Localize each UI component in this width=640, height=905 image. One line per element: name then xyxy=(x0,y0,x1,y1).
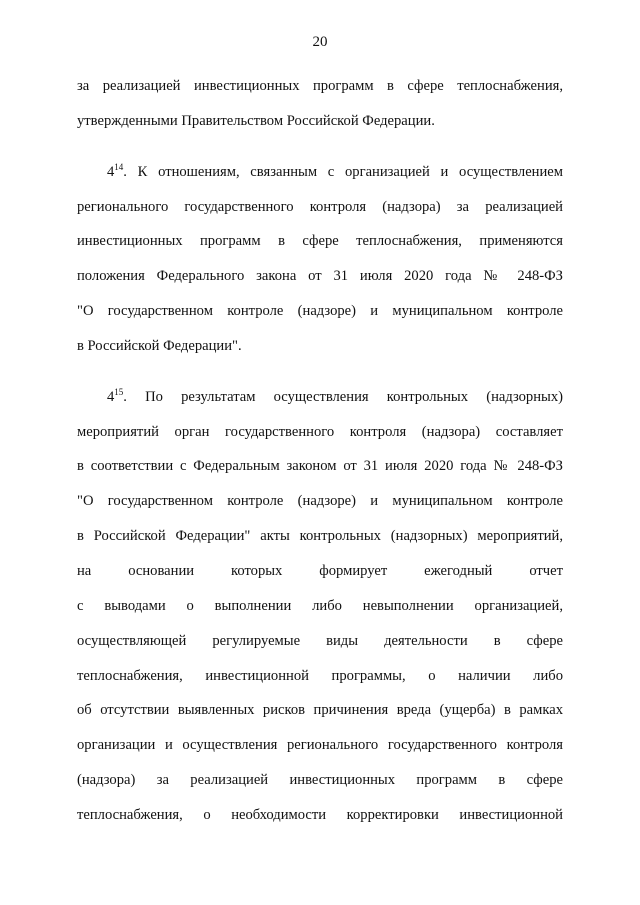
text-line: в Российской Федерации". xyxy=(77,337,242,354)
text-span: . По результатам осуществления контрольных (надзорных) xyxy=(123,388,563,405)
text-line: теплоснабжения, о необходимости корректировки инвестиционной xyxy=(77,806,563,823)
text-line: "О государственном контроле (надзоре) и муниципальном контроле xyxy=(77,493,563,510)
text-line: "О государственном контроле (надзоре) и муниципальном контроле xyxy=(77,303,563,320)
text-line: мероприятий орган государственного контроля (надзора) составляет xyxy=(77,423,563,440)
paragraph-4-14-first-line xyxy=(77,155,563,190)
paragraph-4-15-first-line xyxy=(77,380,563,415)
text-line: организации и осуществления регионального государственного контроля xyxy=(77,737,563,754)
paragraph-number: 4 xyxy=(107,163,115,180)
text-line: в Российской Федерации" акты контрольных (надзорных) мероприятий, xyxy=(77,528,563,545)
text-line: осуществляющей регулируемые виды деятельности в сфере xyxy=(77,632,563,649)
text-line: регионального государственного контроля (надзора) за реализацией xyxy=(77,198,563,215)
text-line: инвестиционных программ в сфере теплоснабжения, применяются xyxy=(77,233,563,250)
paragraph-superscript: 14 xyxy=(114,161,124,172)
text-line: в соответствии с Федеральным законом от 31 июля 2020 года № 248-ФЗ xyxy=(77,458,563,475)
paragraph-number: 4 xyxy=(107,388,115,405)
text-line: на основании которых формирует ежегодный отчет xyxy=(77,562,563,579)
text-span: . К отношениям, связанным с организацией и осуществлением xyxy=(123,163,563,180)
text-line: положения Федерального закона от 31 июля 2020 года № 248-ФЗ xyxy=(77,268,563,285)
text-line: об отсутствии выявленных рисков причинения вреда (ущерба) в рамках xyxy=(77,702,563,719)
paragraph-superscript: 15 xyxy=(114,386,124,397)
text-line: с выводами о выполнении либо невыполнении организацией, xyxy=(77,597,563,614)
page-number: 20 xyxy=(312,34,328,50)
text-line: за реализацией инвестиционных программ в сфере теплоснабжения, xyxy=(77,78,563,94)
text-line: (надзора) за реализацией инвестиционных программ в сфере xyxy=(77,772,563,789)
text-line: теплоснабжения, инвестиционной программы, о наличии либо xyxy=(77,667,563,684)
body-text xyxy=(77,69,563,833)
text-line: утвержденными Правительством Российской Федерации. xyxy=(77,112,435,129)
